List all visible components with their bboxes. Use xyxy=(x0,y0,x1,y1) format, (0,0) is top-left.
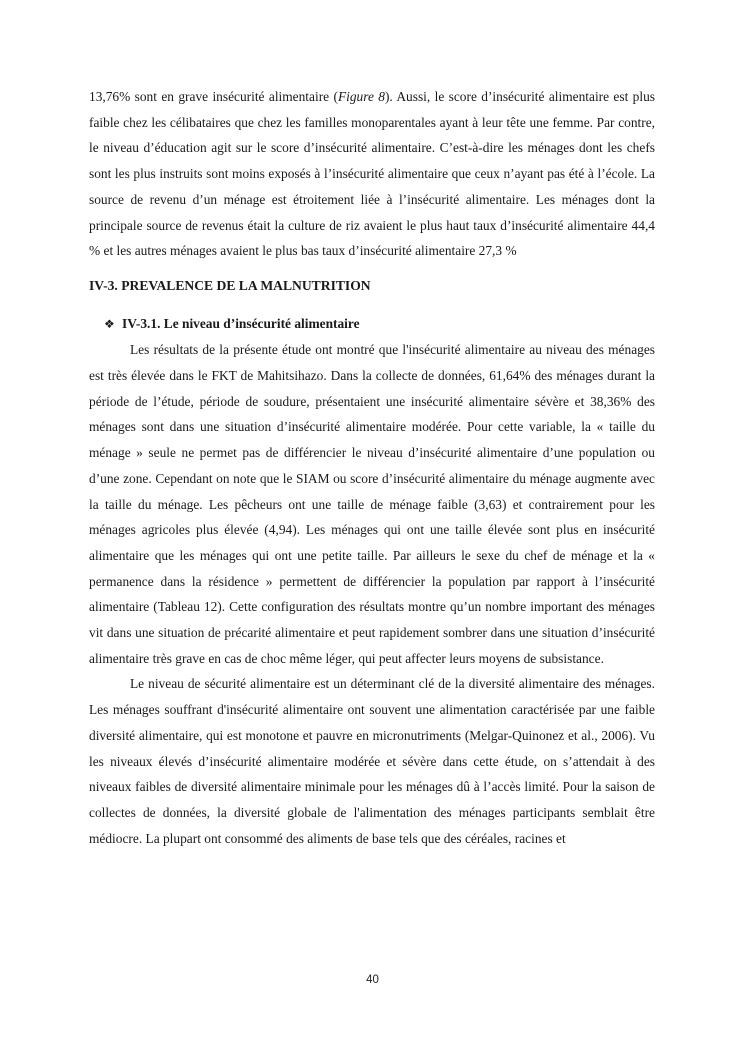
diamond-bullet-icon: ❖ xyxy=(104,316,115,331)
paragraph-intro-end: ). Aussi, le score d’insécurité alimentaire est plus faible chez les célibataires que chez les familles monoparentales ayant à leur tête une femme. Par contre, le niveau d’éducation agit sur le score d’insécurité alimentaire. C’est-à-dire les ménages dont les chefs sont les plus instruits sont moins exposés à l’insécurité alimentaire que ceux n’ayant pas été à l’école. La source de revenu d’un ménage est étroitement liée à l’insécurité alimentaire. Les ménages dont la principale source de revenus était la culture de riz avaient le plus haut taux d’insécurité alimentaire 44,4 % et les autres ménages avaient le plus bas taux d’insécurité alimentaire 27,3 % xyxy=(89,89,655,259)
document-body xyxy=(89,84,655,851)
section-heading: IV-3. PREVALENCE DE LA MALNUTRITION xyxy=(89,277,371,293)
paragraph-intro xyxy=(89,84,655,264)
paragraph-intro-start: 13,76% sont en grave insécurité alimentaire ( xyxy=(89,89,338,104)
page-number: 40 xyxy=(366,974,379,986)
subsection-heading xyxy=(89,311,655,338)
paragraph-diversity: Le niveau de sécurité alimentaire est un déterminant clé de la diversité alimentaire des ménages. Les ménages souffrant d'insécurité alimentaire ont souvent une alimentation caractérisée par une faible diversité alimentaire, qui est monotone et pauvre en micronutriments (Melgar-Quinonez et al., 2006). Vu les niveaux élevés d’insécurité alimentaire modérée et sévère dans cette étude, on s’attendait à des niveaux faibles de diversité alimentaire minimale pour les ménages dû à l’accès limité. Pour la saison de collectes de données, la diversité globale de l'alimentation des ménages participants semblait être médiocre. La plupart ont consommé des aliments de base tels que des céréales, racines et xyxy=(89,676,655,846)
subsection-title: IV-3.1. Le niveau d’insécurité alimentaire xyxy=(122,315,360,331)
paragraph-results: Les résultats de la présente étude ont montré que l'insécurité alimentaire au niveau des ménages est très élevée dans le FKT de Mahitsihazo. Dans la collecte de données, 61,64% des ménages durant la période de l’étude, période de soudure, présentaient une insécurité alimentaire sévère et 38,36% des ménages sont dans une situation d’insécurité alimentaire modérée. Pour cette variable, la « taille du ménage » seule ne permet pas de différencier le niveau d’insécurité alimentaire d’une population ou d’une zone. Cependant on note que le SIAM ou score d’insécurité alimentaire du ménage augmente avec la taille du ménage. Les pêcheurs ont une taille de ménage faible (3,63) et contrairement pour les ménages agricoles plus élevée (4,94). Les ménages qui ont une taille élevée sont plus en insécurité alimentaire que les ménages qui ont une petite taille. Par ailleurs le sexe du chef de ménage et la « permanence dans la résidence » permettent de différencier la population par rapport à l’insécurité alimentaire (Tableau 12). Cette configuration des résultats montre qu’un nombre important des ménages vit dans une situation de précarité alimentaire et peut rapidement sombrer dans une situation d’insécurité alimentaire très grave en cas de choc même léger, qui peut affecter leurs moyens de subsistance. xyxy=(89,342,655,666)
figure-reference: Figure 8 xyxy=(337,89,385,104)
